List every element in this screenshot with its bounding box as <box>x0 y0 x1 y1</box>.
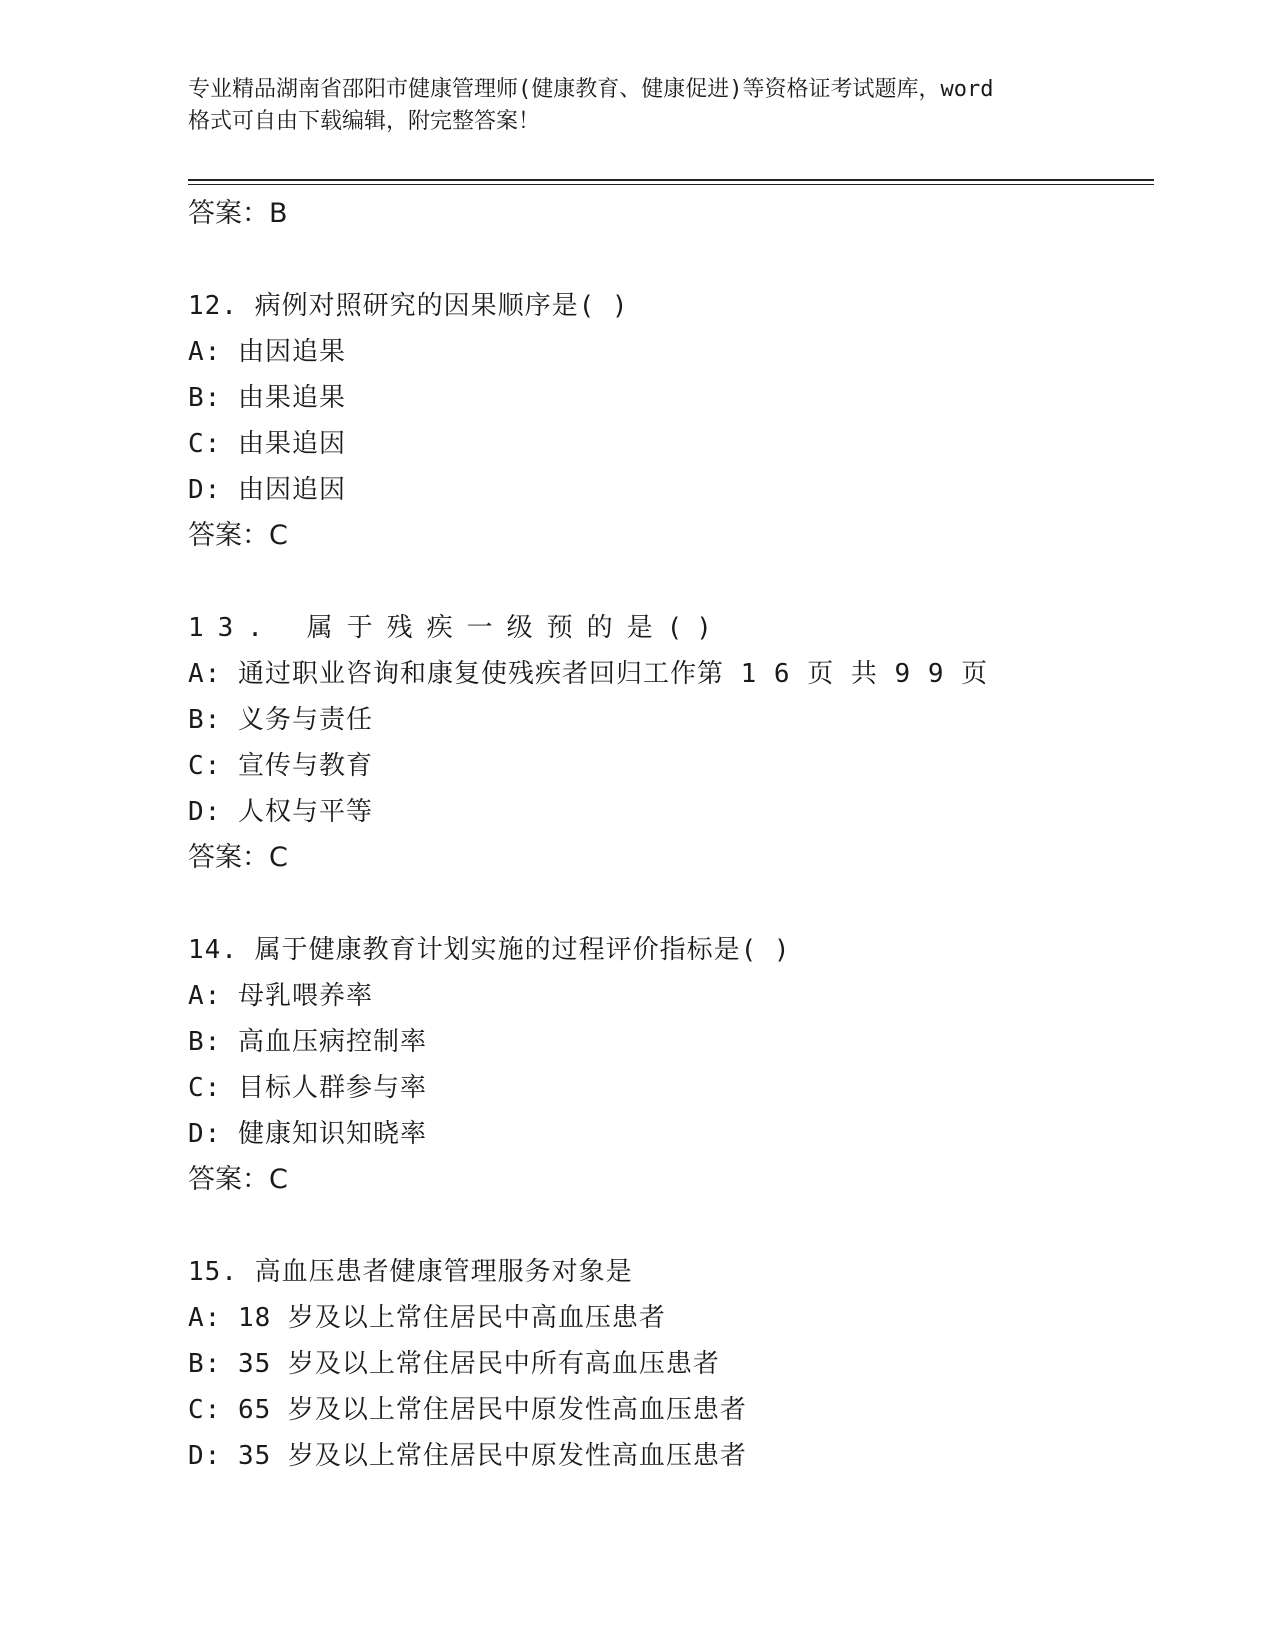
option-d: D: 健康知识知晓率 <box>188 1119 427 1149</box>
option-d: D: 35 岁及以上常住居民中原发性高血压患者 <box>188 1441 747 1471</box>
question-list <box>188 191 1154 1479</box>
spacer <box>188 559 1154 605</box>
header-rule-thick <box>188 179 1154 181</box>
question-15 <box>188 1249 1154 1479</box>
question-answer: 答案：C <box>188 1164 288 1195</box>
question-13 <box>188 605 1154 881</box>
question-title: 14. 属于健康教育计划实施的过程评价指标是( ) <box>188 935 791 965</box>
option-a: A: 18 岁及以上常住居民中高血压患者 <box>188 1303 666 1333</box>
spacer <box>188 881 1154 927</box>
question-12 <box>188 283 1154 559</box>
option-a: A: 由因追果 <box>188 337 346 367</box>
question-title: 13. 属于残疾一级预的是() <box>188 613 726 643</box>
question-answer: 答案：C <box>188 520 288 551</box>
question-14 <box>188 927 1154 1203</box>
question-title: 12. 病例对照研究的因果顺序是( ) <box>188 291 629 321</box>
spacer <box>188 237 1154 283</box>
question-title: 15. 高血压患者健康管理服务对象是 <box>188 1257 633 1287</box>
previous-answer: 答案：B <box>188 198 288 229</box>
option-c: C: 目标人群参与率 <box>188 1073 427 1103</box>
option-b: B: 35 岁及以上常住居民中所有高血压患者 <box>188 1349 720 1379</box>
option-a: A: 母乳喂养率 <box>188 981 373 1011</box>
option-c: C: 由果追因 <box>188 429 346 459</box>
option-b: B: 高血压病控制率 <box>188 1027 427 1057</box>
option-d: D: 由因追因 <box>188 475 346 505</box>
option-d: D: 人权与平等 <box>188 797 373 827</box>
option-c: C: 65 岁及以上常住居民中原发性高血压患者 <box>188 1395 747 1425</box>
option-a: A: 通过职业咨询和康复使残疾者回归工作第 1 6 页 共 9 9 页 <box>188 659 989 689</box>
option-b: B: 义务与责任 <box>188 705 373 735</box>
header-line-1: 专业精品湖南省邵阳市健康管理师(健康教育、健康促进)等资格证考试题库，word <box>188 77 994 102</box>
option-c: C: 宣传与教育 <box>188 751 373 781</box>
spacer <box>188 1203 1154 1249</box>
header-rule-thin <box>188 184 1154 185</box>
option-b: B: 由果追果 <box>188 383 346 413</box>
header-line-2: 格式可自由下载编辑，附完整答案！ <box>188 109 541 134</box>
page-header <box>188 74 1088 138</box>
question-answer: 答案：C <box>188 842 288 873</box>
